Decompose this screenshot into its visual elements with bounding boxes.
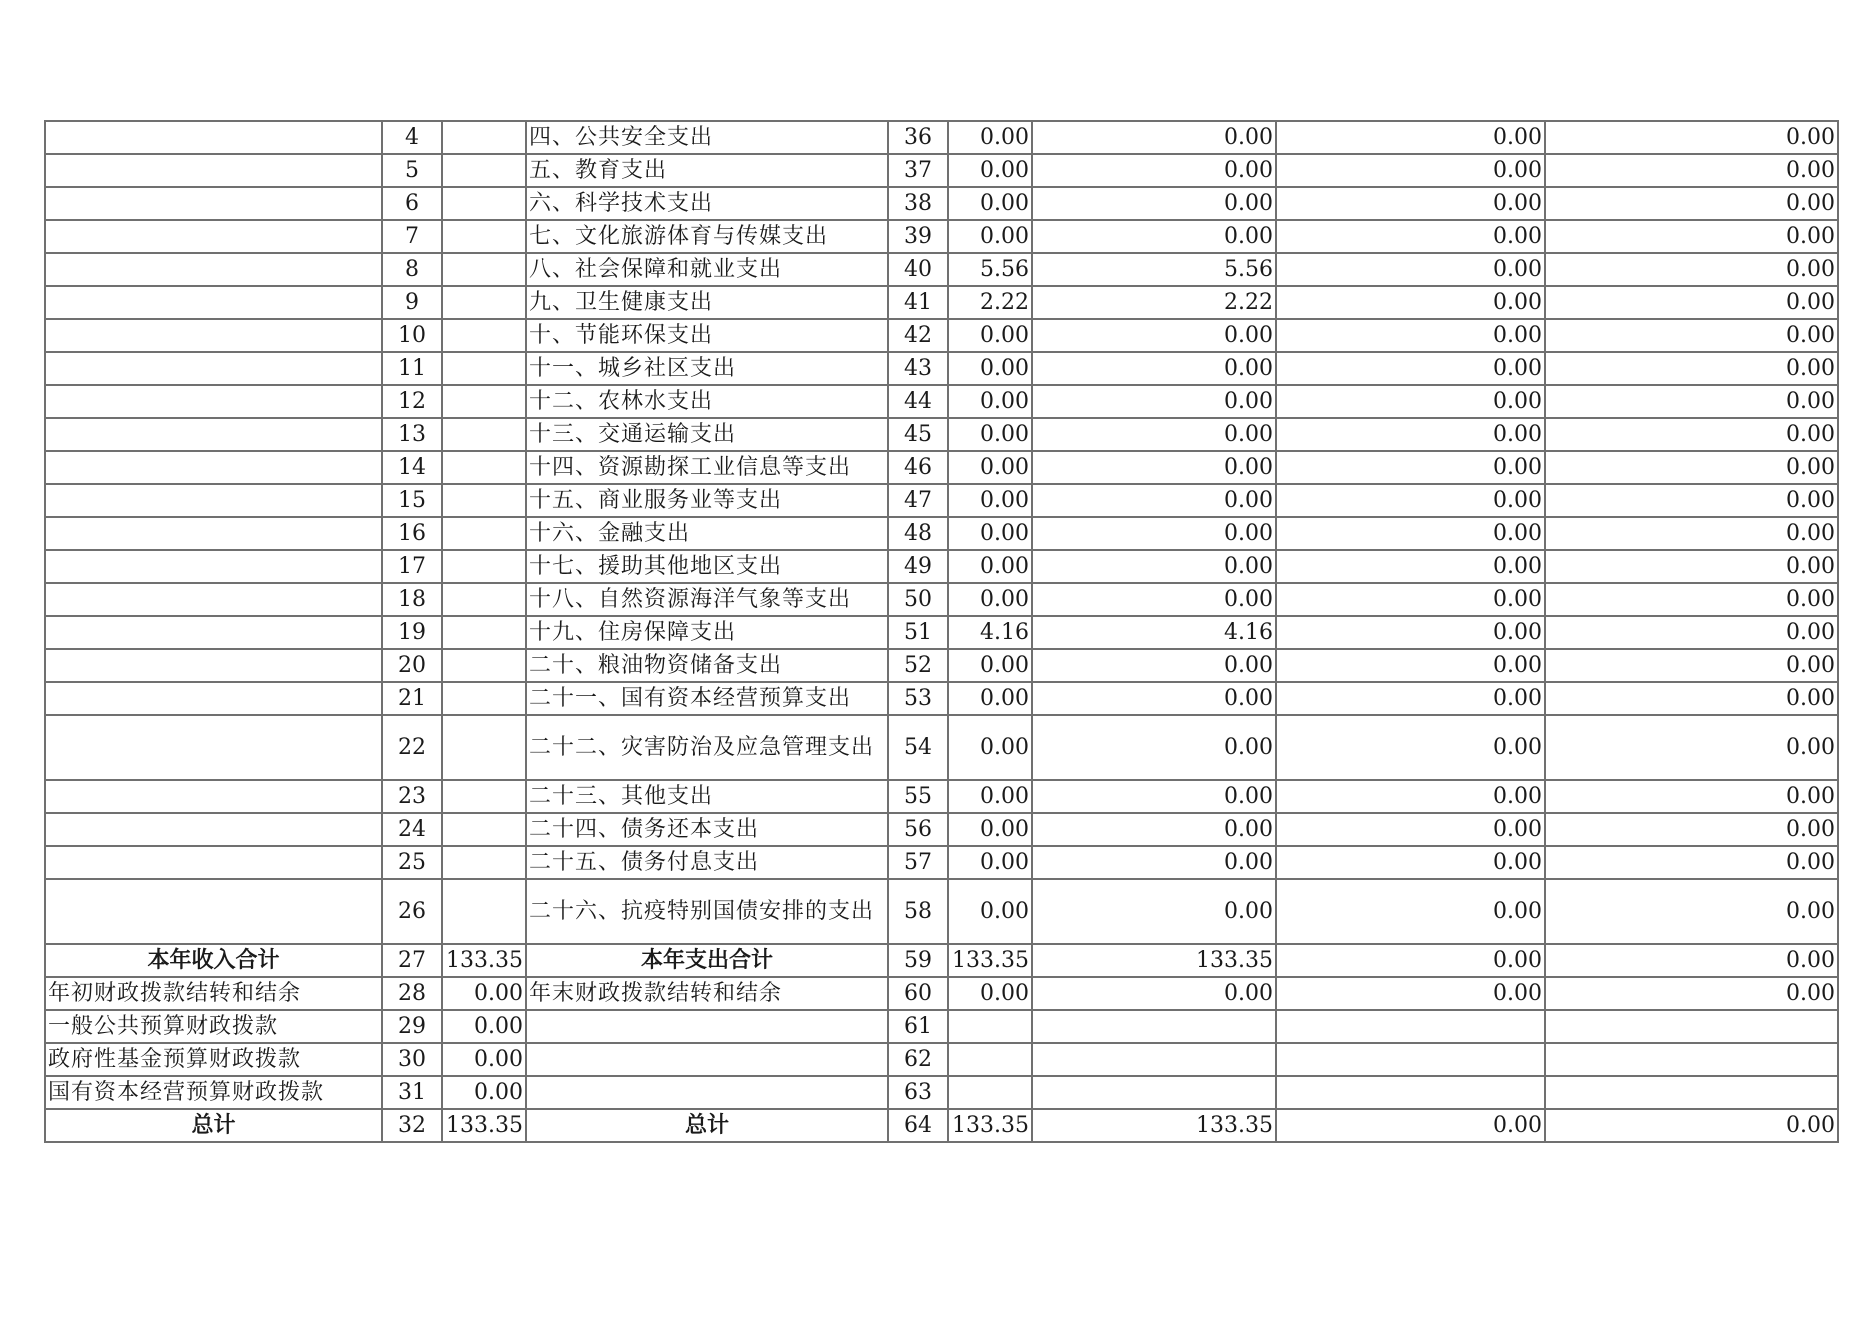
income-line-number: 7 (382, 220, 442, 253)
income-amount (442, 846, 526, 879)
expense-state-capital-amount: 0.00 (1545, 813, 1838, 846)
expense-line-number: 47 (888, 484, 948, 517)
expense-line-number: 42 (888, 319, 948, 352)
expense-line-number: 64 (888, 1109, 948, 1142)
income-amount (442, 286, 526, 319)
expense-item-label: 二十一、国有资本经营预算支出 (526, 682, 888, 715)
expense-total-amount: 0.00 (948, 418, 1032, 451)
income-line-number: 20 (382, 649, 442, 682)
expense-general-budget-amount: 133.35 (1032, 1109, 1276, 1142)
income-amount: 133.35 (442, 944, 526, 977)
income-line-number: 18 (382, 583, 442, 616)
expense-state-capital-amount (1545, 1010, 1838, 1043)
expense-state-capital-amount: 0.00 (1545, 583, 1838, 616)
expense-line-number: 60 (888, 977, 948, 1010)
expense-general-budget-amount: 0.00 (1032, 121, 1276, 154)
expense-general-budget-amount: 0.00 (1032, 879, 1276, 944)
expense-item-label: 二十五、债务付息支出 (526, 846, 888, 879)
table-row (45, 715, 1838, 780)
expense-item-label: 十一、城乡社区支出 (526, 352, 888, 385)
expense-general-budget-amount (1032, 1043, 1276, 1076)
expense-gov-fund-amount: 0.00 (1276, 1109, 1545, 1142)
expense-item-label: 七、文化旅游体育与传媒支出 (526, 220, 888, 253)
expense-general-budget-amount (1032, 1010, 1276, 1043)
income-item-label (45, 583, 382, 616)
income-amount: 0.00 (442, 1043, 526, 1076)
table-row (45, 484, 1838, 517)
expense-total-amount (948, 1076, 1032, 1109)
expense-general-budget-amount: 0.00 (1032, 484, 1276, 517)
income-amount (442, 220, 526, 253)
table-row (45, 1043, 1838, 1076)
income-item-label (45, 451, 382, 484)
expense-total-amount: 0.00 (948, 846, 1032, 879)
table-row (45, 385, 1838, 418)
income-item-label (45, 484, 382, 517)
expense-item-label: 二十二、灾害防治及应急管理支出 (526, 715, 888, 780)
expense-gov-fund-amount: 0.00 (1276, 977, 1545, 1010)
income-item-label: 政府性基金预算财政拨款 (45, 1043, 382, 1076)
income-line-number: 30 (382, 1043, 442, 1076)
income-amount (442, 121, 526, 154)
expense-general-budget-amount: 0.00 (1032, 385, 1276, 418)
income-amount (442, 517, 526, 550)
expense-line-number: 53 (888, 682, 948, 715)
expense-line-number: 40 (888, 253, 948, 286)
expense-state-capital-amount: 0.00 (1545, 780, 1838, 813)
expense-item-label (526, 1010, 888, 1043)
income-item-label (45, 550, 382, 583)
income-item-label: 国有资本经营预算财政拨款 (45, 1076, 382, 1109)
income-amount (442, 616, 526, 649)
expense-gov-fund-amount: 0.00 (1276, 649, 1545, 682)
expense-total-amount: 0.00 (948, 517, 1032, 550)
expense-general-budget-amount: 0.00 (1032, 977, 1276, 1010)
expense-state-capital-amount: 0.00 (1545, 846, 1838, 879)
income-amount (442, 253, 526, 286)
income-item-label (45, 253, 382, 286)
expense-line-number: 44 (888, 385, 948, 418)
expense-line-number: 41 (888, 286, 948, 319)
expense-line-number: 46 (888, 451, 948, 484)
expense-state-capital-amount: 0.00 (1545, 418, 1838, 451)
table-row (45, 1109, 1838, 1142)
expense-line-number: 38 (888, 187, 948, 220)
table-row (45, 121, 1838, 154)
table-row (45, 187, 1838, 220)
expense-general-budget-amount: 0.00 (1032, 846, 1276, 879)
expense-gov-fund-amount: 0.00 (1276, 944, 1545, 977)
expense-total-amount: 0.00 (948, 583, 1032, 616)
income-amount (442, 484, 526, 517)
expense-item-label: 二十六、抗疫特别国债安排的支出 (526, 879, 888, 944)
table-row (45, 879, 1838, 944)
income-item-label (45, 649, 382, 682)
expense-general-budget-amount: 0.00 (1032, 517, 1276, 550)
income-line-number: 32 (382, 1109, 442, 1142)
expense-gov-fund-amount: 0.00 (1276, 154, 1545, 187)
expense-item-label: 年末财政拨款结转和结余 (526, 977, 888, 1010)
income-line-number: 4 (382, 121, 442, 154)
expense-line-number: 39 (888, 220, 948, 253)
table-row (45, 319, 1838, 352)
income-amount: 133.35 (442, 1109, 526, 1142)
expense-total-amount: 0.00 (948, 385, 1032, 418)
expense-state-capital-amount: 0.00 (1545, 451, 1838, 484)
expense-general-budget-amount: 0.00 (1032, 418, 1276, 451)
expense-state-capital-amount: 0.00 (1545, 715, 1838, 780)
table-row (45, 846, 1838, 879)
expense-item-label: 六、科学技术支出 (526, 187, 888, 220)
income-item-label (45, 418, 382, 451)
income-amount (442, 385, 526, 418)
income-amount (442, 780, 526, 813)
expense-line-number: 50 (888, 583, 948, 616)
expense-state-capital-amount: 0.00 (1545, 253, 1838, 286)
expense-total-amount: 0.00 (948, 319, 1032, 352)
expense-state-capital-amount: 0.00 (1545, 286, 1838, 319)
income-amount (442, 583, 526, 616)
income-line-number: 21 (382, 682, 442, 715)
expense-line-number: 45 (888, 418, 948, 451)
expense-gov-fund-amount: 0.00 (1276, 253, 1545, 286)
expense-total-amount: 0.00 (948, 550, 1032, 583)
expense-state-capital-amount: 0.00 (1545, 616, 1838, 649)
expense-item-label: 二十、粮油物资储备支出 (526, 649, 888, 682)
income-line-number: 23 (382, 780, 442, 813)
expense-total-amount: 0.00 (948, 977, 1032, 1010)
expense-line-number: 43 (888, 352, 948, 385)
expense-gov-fund-amount: 0.00 (1276, 550, 1545, 583)
expense-gov-fund-amount: 0.00 (1276, 583, 1545, 616)
income-item-label (45, 220, 382, 253)
expense-line-number: 36 (888, 121, 948, 154)
income-line-number: 24 (382, 813, 442, 846)
expense-item-label: 十七、援助其他地区支出 (526, 550, 888, 583)
expense-gov-fund-amount: 0.00 (1276, 286, 1545, 319)
expense-line-number: 63 (888, 1076, 948, 1109)
expense-item-label (526, 1043, 888, 1076)
income-item-label: 一般公共预算财政拨款 (45, 1010, 382, 1043)
expense-gov-fund-amount: 0.00 (1276, 451, 1545, 484)
expense-total-amount: 0.00 (948, 220, 1032, 253)
expense-gov-fund-amount: 0.00 (1276, 385, 1545, 418)
income-item-label (45, 715, 382, 780)
table-row (45, 583, 1838, 616)
income-amount (442, 879, 526, 944)
expense-gov-fund-amount: 0.00 (1276, 780, 1545, 813)
income-amount (442, 154, 526, 187)
table-row (45, 813, 1838, 846)
expense-total-amount: 0.00 (948, 451, 1032, 484)
expense-general-budget-amount (1032, 1076, 1276, 1109)
expense-item-label: 五、教育支出 (526, 154, 888, 187)
table-row (45, 1010, 1838, 1043)
expense-total-amount: 0.00 (948, 879, 1032, 944)
expense-gov-fund-amount (1276, 1076, 1545, 1109)
income-amount (442, 418, 526, 451)
expense-general-budget-amount: 0.00 (1032, 220, 1276, 253)
table-row (45, 451, 1838, 484)
income-line-number: 19 (382, 616, 442, 649)
expense-gov-fund-amount: 0.00 (1276, 418, 1545, 451)
expense-total-amount: 0.00 (948, 682, 1032, 715)
expense-line-number: 56 (888, 813, 948, 846)
expense-general-budget-amount: 5.56 (1032, 253, 1276, 286)
expense-item-label: 十九、住房保障支出 (526, 616, 888, 649)
expense-line-number: 61 (888, 1010, 948, 1043)
expense-total-amount: 4.16 (948, 616, 1032, 649)
expense-state-capital-amount: 0.00 (1545, 385, 1838, 418)
expense-general-budget-amount: 0.00 (1032, 550, 1276, 583)
budget-table (44, 120, 1839, 1143)
table-row (45, 616, 1838, 649)
expense-line-number: 54 (888, 715, 948, 780)
expense-item-label: 二十三、其他支出 (526, 780, 888, 813)
expense-line-number: 48 (888, 517, 948, 550)
income-item-label (45, 846, 382, 879)
expense-line-number: 59 (888, 944, 948, 977)
income-item-label (45, 121, 382, 154)
expense-total-amount: 0.00 (948, 813, 1032, 846)
expense-state-capital-amount (1545, 1076, 1838, 1109)
expense-gov-fund-amount: 0.00 (1276, 352, 1545, 385)
income-line-number: 15 (382, 484, 442, 517)
income-line-number: 29 (382, 1010, 442, 1043)
income-amount: 0.00 (442, 977, 526, 1010)
income-amount (442, 649, 526, 682)
expense-state-capital-amount: 0.00 (1545, 944, 1838, 977)
expense-general-budget-amount: 0.00 (1032, 319, 1276, 352)
expense-item-label: 十八、自然资源海洋气象等支出 (526, 583, 888, 616)
income-item-label: 年初财政拨款结转和结余 (45, 977, 382, 1010)
expense-line-number: 58 (888, 879, 948, 944)
income-line-number: 10 (382, 319, 442, 352)
expense-general-budget-amount: 0.00 (1032, 813, 1276, 846)
expense-state-capital-amount: 0.00 (1545, 977, 1838, 1010)
income-line-number: 11 (382, 352, 442, 385)
expense-line-number: 57 (888, 846, 948, 879)
expense-gov-fund-amount: 0.00 (1276, 715, 1545, 780)
income-amount (442, 187, 526, 220)
table-row (45, 418, 1838, 451)
expense-total-amount: 0.00 (948, 154, 1032, 187)
income-line-number: 25 (382, 846, 442, 879)
expense-state-capital-amount: 0.00 (1545, 220, 1838, 253)
expense-total-amount: 0.00 (948, 649, 1032, 682)
expense-general-budget-amount: 0.00 (1032, 187, 1276, 220)
expense-item-label: 二十四、债务还本支出 (526, 813, 888, 846)
income-amount (442, 352, 526, 385)
expense-item-label: 本年支出合计 (526, 944, 888, 977)
expense-gov-fund-amount: 0.00 (1276, 484, 1545, 517)
expense-total-amount: 133.35 (948, 1109, 1032, 1142)
income-item-label (45, 879, 382, 944)
income-amount (442, 451, 526, 484)
income-line-number: 26 (382, 879, 442, 944)
income-item-label: 总计 (45, 1109, 382, 1142)
expense-total-amount (948, 1043, 1032, 1076)
income-amount: 0.00 (442, 1076, 526, 1109)
expense-item-label: 十二、农林水支出 (526, 385, 888, 418)
income-line-number: 28 (382, 977, 442, 1010)
table-row (45, 944, 1838, 977)
expense-gov-fund-amount: 0.00 (1276, 616, 1545, 649)
expense-general-budget-amount: 4.16 (1032, 616, 1276, 649)
expense-gov-fund-amount (1276, 1010, 1545, 1043)
expense-total-amount: 0.00 (948, 187, 1032, 220)
expense-total-amount (948, 1010, 1032, 1043)
expense-gov-fund-amount (1276, 1043, 1545, 1076)
income-item-label (45, 187, 382, 220)
income-line-number: 12 (382, 385, 442, 418)
expense-total-amount: 0.00 (948, 780, 1032, 813)
income-item-label (45, 385, 382, 418)
table-row (45, 1076, 1838, 1109)
expense-gov-fund-amount: 0.00 (1276, 517, 1545, 550)
expense-item-label: 十五、商业服务业等支出 (526, 484, 888, 517)
income-item-label (45, 616, 382, 649)
income-line-number: 31 (382, 1076, 442, 1109)
expense-state-capital-amount: 0.00 (1545, 121, 1838, 154)
income-item-label (45, 319, 382, 352)
expense-total-amount: 2.22 (948, 286, 1032, 319)
expense-gov-fund-amount: 0.00 (1276, 220, 1545, 253)
expense-gov-fund-amount: 0.00 (1276, 121, 1545, 154)
expense-state-capital-amount: 0.00 (1545, 517, 1838, 550)
expense-line-number: 37 (888, 154, 948, 187)
income-line-number: 27 (382, 944, 442, 977)
table-row (45, 220, 1838, 253)
income-line-number: 9 (382, 286, 442, 319)
table-row (45, 253, 1838, 286)
table-row (45, 682, 1838, 715)
income-line-number: 16 (382, 517, 442, 550)
expense-gov-fund-amount: 0.00 (1276, 682, 1545, 715)
expense-state-capital-amount: 0.00 (1545, 352, 1838, 385)
expense-state-capital-amount: 0.00 (1545, 1109, 1838, 1142)
income-line-number: 6 (382, 187, 442, 220)
expense-state-capital-amount (1545, 1043, 1838, 1076)
income-line-number: 5 (382, 154, 442, 187)
expense-total-amount: 5.56 (948, 253, 1032, 286)
income-line-number: 13 (382, 418, 442, 451)
income-item-label (45, 286, 382, 319)
expense-total-amount: 133.35 (948, 944, 1032, 977)
expense-state-capital-amount: 0.00 (1545, 154, 1838, 187)
table-row (45, 517, 1838, 550)
expense-general-budget-amount: 0.00 (1032, 451, 1276, 484)
expense-total-amount: 0.00 (948, 715, 1032, 780)
income-amount (442, 319, 526, 352)
expense-general-budget-amount: 0.00 (1032, 583, 1276, 616)
expense-item-label: 总计 (526, 1109, 888, 1142)
expense-line-number: 51 (888, 616, 948, 649)
income-item-label (45, 682, 382, 715)
expense-state-capital-amount: 0.00 (1545, 550, 1838, 583)
income-amount (442, 715, 526, 780)
table-row (45, 780, 1838, 813)
expense-gov-fund-amount: 0.00 (1276, 879, 1545, 944)
expense-state-capital-amount: 0.00 (1545, 879, 1838, 944)
expense-item-label: 十六、金融支出 (526, 517, 888, 550)
expense-item-label: 十四、资源勘探工业信息等支出 (526, 451, 888, 484)
expense-line-number: 55 (888, 780, 948, 813)
expense-item-label: 十、节能环保支出 (526, 319, 888, 352)
expense-general-budget-amount: 2.22 (1032, 286, 1276, 319)
expense-gov-fund-amount: 0.00 (1276, 846, 1545, 879)
income-line-number: 14 (382, 451, 442, 484)
expense-state-capital-amount: 0.00 (1545, 319, 1838, 352)
expense-item-label: 十三、交通运输支出 (526, 418, 888, 451)
table-row (45, 649, 1838, 682)
expense-state-capital-amount: 0.00 (1545, 649, 1838, 682)
expense-item-label (526, 1076, 888, 1109)
income-amount (442, 550, 526, 583)
income-amount (442, 682, 526, 715)
expense-gov-fund-amount: 0.00 (1276, 813, 1545, 846)
expense-total-amount: 0.00 (948, 352, 1032, 385)
expense-total-amount: 0.00 (948, 484, 1032, 517)
expense-state-capital-amount: 0.00 (1545, 484, 1838, 517)
expense-gov-fund-amount: 0.00 (1276, 319, 1545, 352)
table-row (45, 352, 1838, 385)
income-item-label (45, 517, 382, 550)
expense-item-label: 九、卫生健康支出 (526, 286, 888, 319)
expense-state-capital-amount: 0.00 (1545, 682, 1838, 715)
expense-line-number: 49 (888, 550, 948, 583)
income-line-number: 8 (382, 253, 442, 286)
income-amount (442, 813, 526, 846)
expense-general-budget-amount: 133.35 (1032, 944, 1276, 977)
expense-line-number: 62 (888, 1043, 948, 1076)
expense-general-budget-amount: 0.00 (1032, 682, 1276, 715)
expense-gov-fund-amount: 0.00 (1276, 187, 1545, 220)
expense-state-capital-amount: 0.00 (1545, 187, 1838, 220)
income-item-label (45, 154, 382, 187)
income-item-label (45, 813, 382, 846)
income-item-label (45, 780, 382, 813)
income-item-label: 本年收入合计 (45, 944, 382, 977)
table-row (45, 154, 1838, 187)
expense-item-label: 四、公共安全支出 (526, 121, 888, 154)
expense-general-budget-amount: 0.00 (1032, 780, 1276, 813)
income-line-number: 17 (382, 550, 442, 583)
expense-general-budget-amount: 0.00 (1032, 715, 1276, 780)
expense-item-label: 八、社会保障和就业支出 (526, 253, 888, 286)
expense-total-amount: 0.00 (948, 121, 1032, 154)
table-row (45, 286, 1838, 319)
expense-general-budget-amount: 0.00 (1032, 154, 1276, 187)
expense-line-number: 52 (888, 649, 948, 682)
expense-general-budget-amount: 0.00 (1032, 352, 1276, 385)
expense-general-budget-amount: 0.00 (1032, 649, 1276, 682)
income-item-label (45, 352, 382, 385)
income-amount: 0.00 (442, 1010, 526, 1043)
table-row (45, 550, 1838, 583)
table-row (45, 977, 1838, 1010)
income-line-number: 22 (382, 715, 442, 780)
